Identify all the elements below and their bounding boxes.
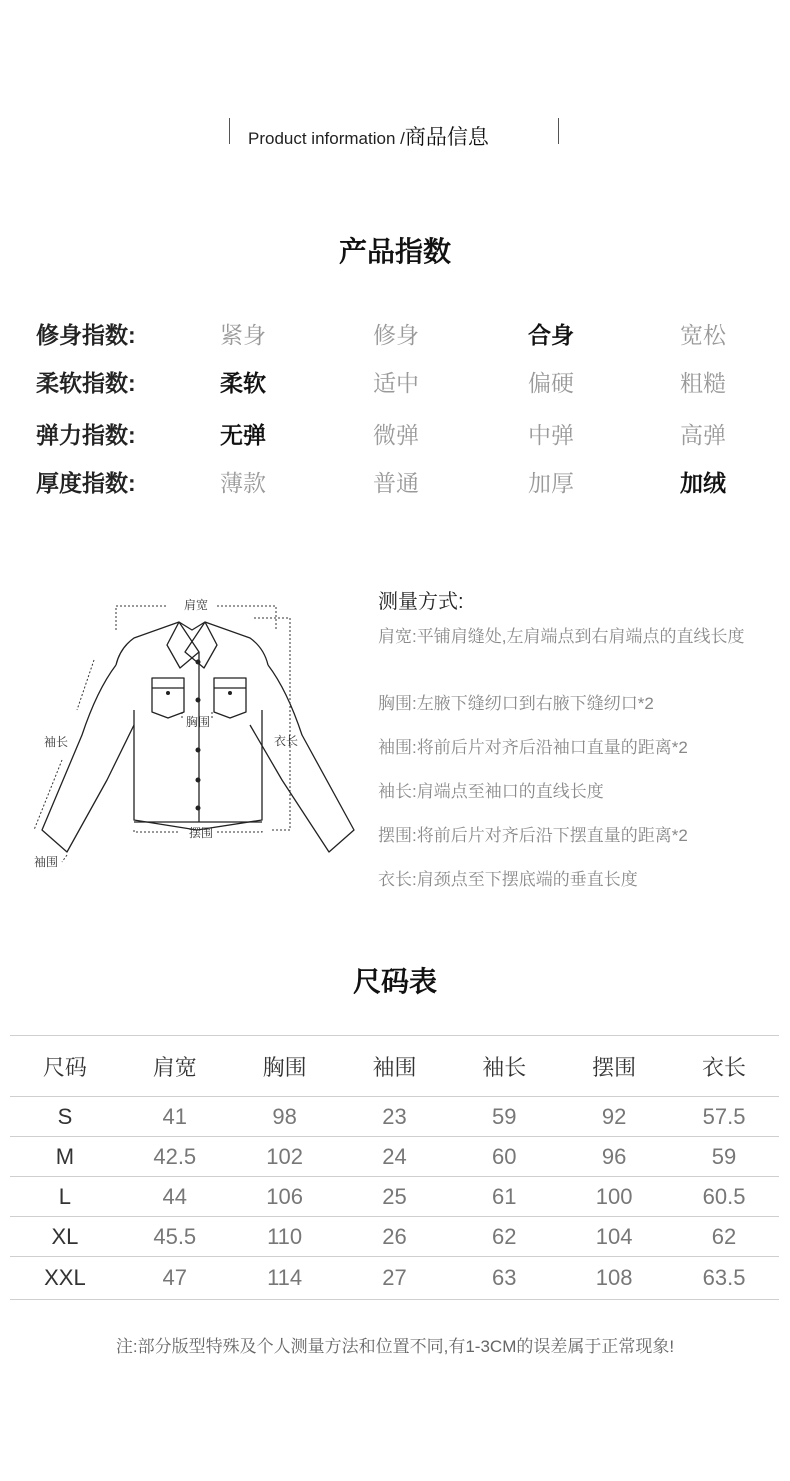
size-table-row [10, 1177, 779, 1217]
index-option: 宽松 [680, 322, 726, 348]
size-section-title: 尺码表 [352, 966, 437, 997]
size-cell: 63.5 [669, 1257, 779, 1300]
index-option: 粗糙 [680, 370, 726, 396]
size-cell: 102 [230, 1137, 340, 1177]
measurement-item: 肩宽:平铺肩缝处,左肩端点到右肩端点的直线长度 [378, 627, 745, 646]
index-option: 适中 [373, 370, 419, 396]
size-cell: 23 [340, 1097, 450, 1137]
header-left-bar [229, 118, 230, 144]
size-cell: 24 [340, 1137, 450, 1177]
diagram-label-cuff: 袖围 [34, 855, 59, 869]
index-row-label: 柔软指数: [36, 370, 136, 396]
size-table-header: 胸围 [230, 1036, 340, 1097]
size-cell: 57.5 [669, 1097, 779, 1137]
size-cell: 92 [559, 1097, 669, 1137]
size-table-row [10, 1097, 779, 1137]
size-cell: 106 [230, 1177, 340, 1217]
size-cell: 62 [669, 1217, 779, 1257]
index-row-fit [0, 317, 790, 357]
measurement-item: 摆围:将前后片对齐后沿下摆直量的距离*2 [378, 826, 688, 845]
diagram-label-shoulder: 肩宽 [184, 598, 209, 612]
index-option: 偏硬 [528, 370, 574, 396]
jacket-measurement-diagram [22, 590, 362, 880]
diagram-label-sleeve-length: 袖长 [44, 735, 69, 749]
size-cell: 45.5 [120, 1217, 230, 1257]
size-cell: 26 [340, 1217, 450, 1257]
size-cell: S [10, 1097, 120, 1137]
index-option-selected: 柔软 [220, 370, 266, 396]
index-row-softness [0, 365, 790, 405]
size-table-header-row [10, 1036, 779, 1097]
size-cell: XXL [10, 1257, 120, 1300]
index-section-title: 产品指数 [338, 236, 451, 267]
header-text [248, 121, 489, 151]
index-option: 加厚 [528, 470, 574, 496]
diagram-label-hem: 摆围 [189, 826, 214, 840]
size-table-header: 摆围 [559, 1036, 669, 1097]
disclaimer-note: 注:部分版型特殊及个人测量方法和位置不同,有1-3CM的误差属于正常现象! [115, 1337, 675, 1356]
index-option: 普通 [373, 470, 419, 496]
size-cell: 62 [449, 1217, 559, 1257]
index-row-label: 弹力指数: [36, 422, 136, 448]
size-cell: XL [10, 1217, 120, 1257]
size-cell: 59 [669, 1137, 779, 1177]
size-cell: 42.5 [120, 1137, 230, 1177]
size-cell: 114 [230, 1257, 340, 1300]
size-table-header: 尺码 [10, 1036, 120, 1097]
size-table-header: 袖长 [449, 1036, 559, 1097]
size-table-row [10, 1137, 779, 1177]
measurement-item: 衣长:肩颈点至下摆底端的垂直长度 [378, 870, 638, 889]
index-option: 修身 [373, 322, 419, 348]
product-info-header [0, 118, 790, 149]
header-right-bar [558, 118, 559, 144]
diagram-label-chest: 胸围 [186, 715, 211, 729]
measurement-item: 袖长:肩端点至袖口的直线长度 [378, 782, 604, 801]
size-table-header: 衣长 [669, 1036, 779, 1097]
index-option-selected: 加绒 [680, 470, 726, 496]
index-option: 高弹 [680, 422, 726, 448]
size-cell: 110 [230, 1217, 340, 1257]
measurement-title: 测量方式: [378, 591, 464, 613]
header-text-cn: 商品信息 [404, 126, 489, 149]
size-cell: 61 [449, 1177, 559, 1217]
size-cell: 44 [120, 1177, 230, 1217]
size-cell: 63 [449, 1257, 559, 1300]
size-cell: 25 [340, 1177, 450, 1217]
index-option-selected: 无弹 [220, 422, 266, 448]
index-option: 中弹 [528, 422, 574, 448]
size-cell: 27 [340, 1257, 450, 1300]
index-option: 微弹 [373, 422, 419, 448]
size-cell: 41 [120, 1097, 230, 1137]
size-cell: L [10, 1177, 120, 1217]
index-option: 紧身 [220, 322, 266, 348]
index-row-label: 厚度指数: [36, 470, 136, 496]
index-row-elasticity [0, 417, 790, 457]
size-cell: M [10, 1137, 120, 1177]
index-row-label: 修身指数: [36, 322, 136, 348]
size-table-header: 袖围 [340, 1036, 450, 1097]
size-cell: 96 [559, 1137, 669, 1177]
header-text-en: Product information / [248, 129, 405, 148]
size-cell: 59 [449, 1097, 559, 1137]
size-cell: 98 [230, 1097, 340, 1137]
diagram-label-body-length: 衣长 [274, 734, 299, 748]
size-table-header: 肩宽 [120, 1036, 230, 1097]
measurement-guides [34, 606, 290, 862]
index-option-selected: 合身 [528, 322, 574, 348]
measurement-item: 袖围:将前后片对齐后沿袖口直量的距离*2 [378, 738, 688, 757]
index-row-thickness [0, 465, 790, 505]
size-table-row [10, 1217, 779, 1257]
jacket-outline [42, 622, 354, 852]
size-cell: 104 [559, 1217, 669, 1257]
size-table-row [10, 1257, 779, 1300]
measurement-item: 胸围:左腋下缝纫口到右腋下缝纫口*2 [378, 694, 654, 713]
index-option: 薄款 [220, 470, 266, 496]
size-cell: 60.5 [669, 1177, 779, 1217]
size-cell: 60 [449, 1137, 559, 1177]
size-cell: 47 [120, 1257, 230, 1300]
size-table [10, 1035, 779, 1300]
size-cell: 108 [559, 1257, 669, 1300]
size-cell: 100 [559, 1177, 669, 1217]
